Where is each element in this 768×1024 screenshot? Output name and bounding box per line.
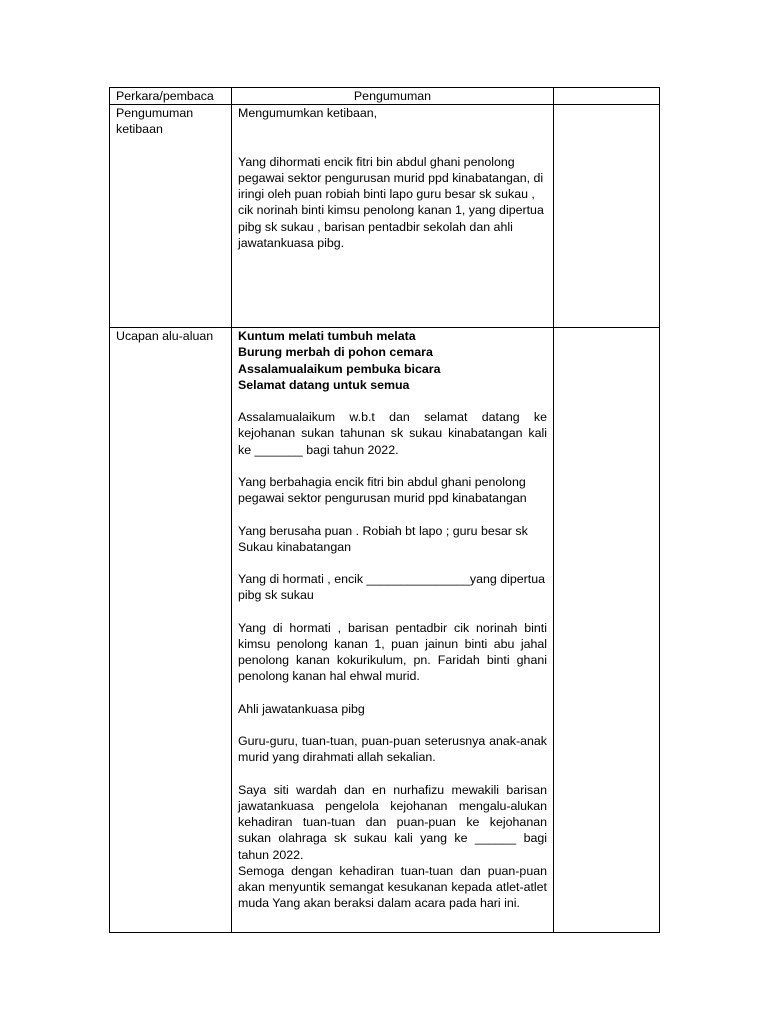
welcome-paragraph: Saya siti wardah dan en nurhafizu mewakili barisan jawatankuasa pengelola kejohanan mengalu-alukan kehadiran tuan-tuan dan puan-puan ke kejohanan sukan olahraga sk sukau kali yang ke ______ bagi tahun 2022. (238, 782, 547, 862)
berusaha-paragraph: Yang berusaha puan . Robiah bt lapo ; guru besar sk Sukau kinabatangan (238, 523, 528, 554)
pantun-line: Assalamualaikum pembuka bicara (238, 361, 441, 376)
row-label-ucapan-alu-aluan: Ucapan alu-aluan (110, 328, 232, 933)
committee-paragraph: Ahli jawatankuasa pibg (238, 701, 365, 716)
berbahagia-paragraph: Yang berbahagia encik fitri bin abdul ghani penolong pegawai sektor pengurusan murid ppd kinabatangan (238, 475, 527, 506)
row-content-ucapan-alu-aluan (232, 328, 554, 933)
header-perkara: Perkara/pembaca (110, 88, 232, 105)
pantun-line: Burung merbah di pohon cemara (238, 345, 433, 360)
row-label-pengumuman-ketibaan: Pengumuman ketibaan (110, 105, 232, 328)
table-row (110, 105, 660, 328)
row-content-pengumuman-ketibaan (232, 105, 554, 328)
opening-text: Mengumumkan ketibaan, (238, 106, 378, 121)
teachers-paragraph: Guru-guru, tuan-tuan, puan-puan seterusnya anak-anak murid yang dirahmati allah sekalian. (238, 734, 547, 765)
arrival-announcement-text: Yang dihormati encik fitri bin abdul ghani penolong pegawai sektor pengurusan murid ppd kinabatangan, di iringi oleh puan robiah binti lapo guru besar sk sukau , cik norinah binti kimsu penolong kanan 1, yang dipertua pibg sk sukau , barisan pentadbir sekolah dan ahli jawatankuasa pibg. (238, 154, 544, 250)
administrators-paragraph: Yang di hormati , barisan pentadbir cik norinah binti kimsu penolong kanan 1, puan jainun binti abu jahal penolong kanan kokurikulum, pn. Faridah binti ghani penolong kanan hal ehwal murid. (238, 620, 547, 684)
hope-paragraph: Semoga dengan kehadiran tuan-tuan dan puan-puan akan menyuntik semangat kesukanan kepada atlet-atlet muda Yang akan beraksi dalam acara pada hari ini. (238, 863, 547, 911)
greeting-paragraph: Assalamualaikum w.b.t dan selamat datang ke kejohanan sukan tahunan sk sukau kinabatangan kali ke _______ bagi tahun 2022. (238, 410, 547, 457)
pibg-chair-paragraph: Yang di hormati , encik _______________yang dipertua pibg sk sukau (238, 572, 546, 603)
row-notes-empty (554, 328, 660, 933)
header-empty (554, 88, 660, 105)
table-header-row (110, 88, 660, 105)
pantun-line: Kuntum melati tumbuh melata (238, 329, 416, 344)
row-notes-empty (554, 105, 660, 328)
table-row (110, 328, 660, 933)
pantun-line: Selamat datang untuk semua (238, 377, 410, 392)
announcement-table (109, 87, 660, 933)
header-pengumuman: Pengumuman (232, 88, 554, 105)
